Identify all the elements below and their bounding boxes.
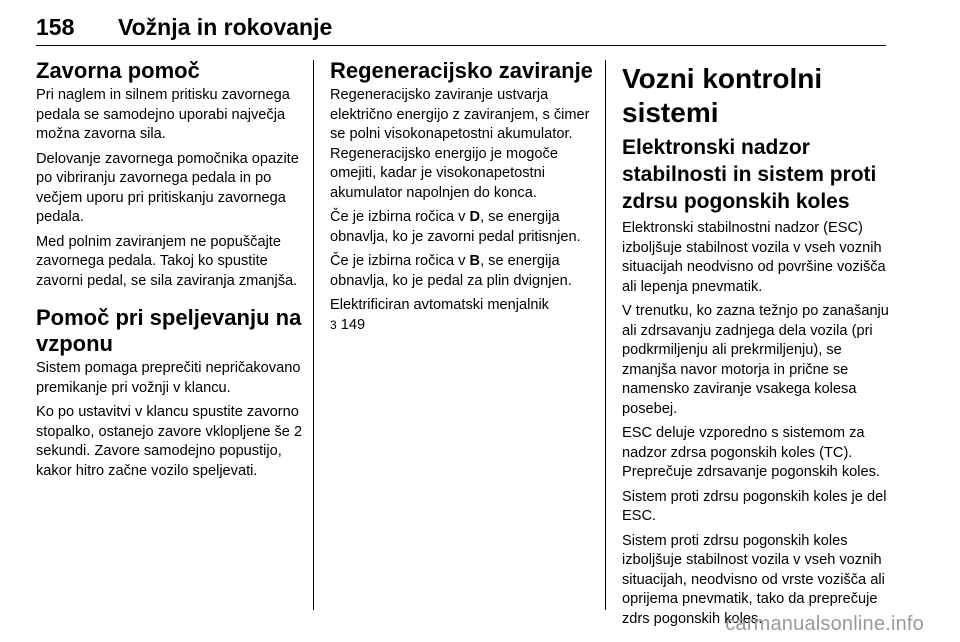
- gear-d-label: D: [469, 209, 481, 225]
- watermark: carmanualsonline.info: [725, 613, 924, 635]
- paragraph: Med polnim zaviranjem ne popuščajte zavornega pedala. Takoj ko spustite zavorni pedal, se sila zaviranja zmanjša.: [36, 233, 298, 289]
- gear-b-label: B: [469, 253, 481, 269]
- chapter-title: Vozni kontrolni sistemi: [622, 63, 823, 128]
- paragraph-selector-b: [330, 252, 595, 291]
- cross-reference: [330, 296, 595, 335]
- paragraph: Sistem proti zdrsu pogonskih koles je del ESC.: [622, 488, 887, 524]
- section-title: Vožnja in rokovanje: [118, 14, 333, 40]
- column-driving-control-systems: [622, 58, 890, 634]
- page-reference-icon: 3: [330, 317, 337, 332]
- text: Elektrificiran avtomatski menjalnik: [330, 297, 549, 313]
- heading-esc: Elektronski nadzor stabilnosti in sistem proti zdrsu pogonskih koles: [622, 136, 877, 213]
- page-number: 158: [36, 14, 75, 40]
- paragraph: Delovanje zavornega pomočnika opazite po vibriranju zavornega pedala in po večjem uporu pri pritiskanju zavornega pedala.: [36, 150, 299, 225]
- paragraph-selector-d: [330, 208, 595, 247]
- paragraph: Sistem pomaga preprečiti nepričakovano premikanje pri vožnji v klancu.: [36, 360, 301, 396]
- column-brake-assist: [36, 58, 304, 486]
- paragraph: ESC deluje vzporedno s sistemom za nadzor zdrsa pogonskih koles (TC). Preprečuje zdrsavanje pogonskih koles.: [622, 425, 880, 480]
- paragraph: V trenutku, ko zazna težnjo po zanašanju ali zdrsavanju zadnjega dela vozila (pri podkrmiljenju ali prekrmiljenju), se zmanjša navor motorja in prične se namensko zaviranje vsakega kolesa posebej.: [622, 303, 889, 417]
- text: Če je izbirna ročica v: [330, 209, 470, 225]
- text: , se energija obnavlja, ko je pedal za plin dvignjen.: [330, 253, 572, 289]
- column-regenerative-braking: [330, 58, 595, 340]
- paragraph: Ko po ustavitvi v klancu spustite zavorno stopalko, ostanejo zavore vklopljene še 2 sekundi. Zavore samodejno popustijo, kakor hitro začne vozilo speljevati.: [36, 404, 303, 479]
- heading-brake-assist: Zavorna pomoč: [36, 58, 200, 83]
- paragraph: Regeneracijsko zaviranje ustvarja električno energijo z zaviranjem, s čimer se polni visokonapetostni akumulator. Regeneracijsko energijo je mogoče omejiti, kadar je visokonapetostni akumulator napolnjen do konca.: [330, 87, 590, 201]
- paragraph: Pri naglem in silnem pritisku zavornega pedala se samodejno uporabi največja možna zavorna sila.: [36, 87, 290, 142]
- heading-hill-start-assist: Pomoč pri speljevanju na vzponu: [36, 305, 302, 356]
- paragraph: Sistem proti zdrsu pogonskih koles izboljšuje stabilnost vozila v vseh voznih situacijah, neodvisno od vrste vozišča ali oprijema pnevmatik, tako da preprečuje zdrs pogonskih koles.: [622, 532, 885, 627]
- text: , se energija obnavlja, ko je zavorni pedal pritisnjen.: [330, 209, 581, 245]
- page-header: [36, 6, 886, 46]
- page-reference[interactable]: 149: [340, 316, 366, 333]
- column-divider-right: [605, 60, 606, 610]
- paragraph: Elektronski stabilnostni nadzor (ESC) izboljšuje stabilnost vozila v vseh voznih situacijah neodvisno od površine vozišča ali lepenja pnevmatik.: [622, 220, 886, 295]
- heading-regenerative-braking: Regeneracijsko zaviranje: [330, 58, 593, 83]
- column-divider-left: [313, 60, 314, 610]
- text: Če je izbirna ročica v: [330, 253, 470, 269]
